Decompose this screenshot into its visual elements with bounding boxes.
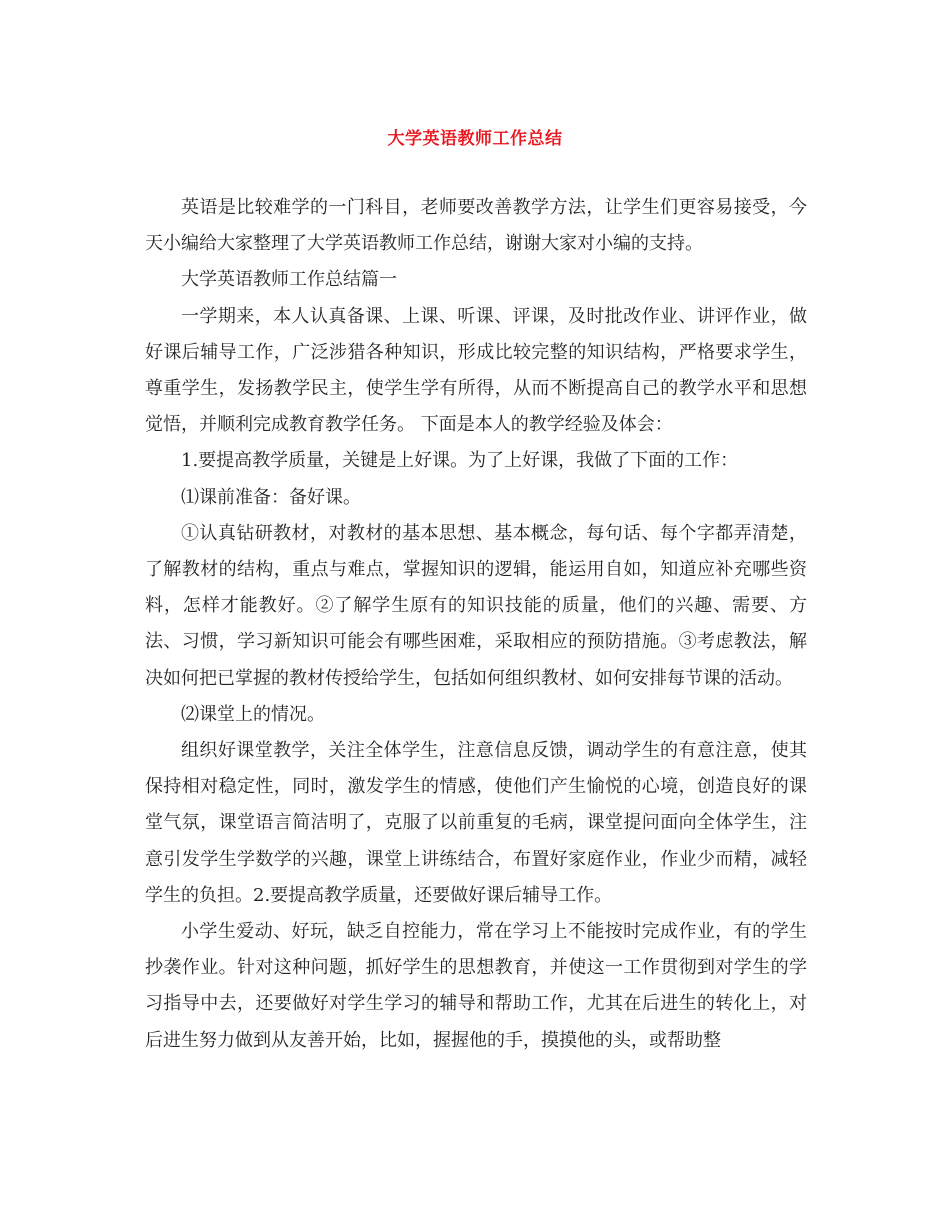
paragraph-section-heading: 大学英语教师工作总结篇一 (181, 269, 397, 291)
paragraph-intro: 英语是比较难学的一门科目，老师要改善教学方法，让学生们更容易接受，今天小编给大家整理了大学英语教师工作总结，谢谢大家对小编的支持。 (145, 197, 807, 255)
document-title: 大学英语教师工作总结 (387, 129, 563, 149)
paragraph-tutoring: 小学生爱动、好玩，缺乏自控能力，常在学习上不能按时完成作业，有的学生抄袭作业。针对这种问题，抓好学生的思想教育，并使这一工作贯彻到对学生的学习指导中去，还要做好对学生学习的辅导和帮助工作，尤其在后进生的转化上，对后进生努力做到从友善开始，比如，握握他的手，摸摸他的头，或帮助整 (145, 921, 807, 1051)
paragraph-summary: 一学期来，本人认真备课、上课、听课、评课，及时批改作业、讲评作业，做好课后辅导工作，广泛涉猎各种知识，形成比较完整的知识结构，严格要求学生，尊重学生，发扬教学民主，使学生学有所得，从而不断提高自己的教学水平和思想觉悟，并顺利完成教育教学任务。 下面是本人的教学经验及体会： (145, 305, 807, 436)
paragraph-subpoint-2: ⑵课堂上的情况。 (181, 703, 325, 725)
paragraph-subpoint-1: ⑴课前准备：备好课。 (181, 486, 361, 508)
document-body (145, 190, 807, 1059)
paragraph-preparation: ①认真钻研教材，对教材的基本思想、基本概念，每句话、每个字都弄清楚，了解教材的结构，重点与难点，掌握知识的逻辑，能运用自如，知道应补充哪些资料，怎样才能教好。②了解学生原有的知识技能的质量，他们的兴趣、需要、方法、习惯，学习新知识可能会有哪些困难，采取相应的预防措施。③考虑教法，解决如何把已掌握的教材传授给学生，包括如何组织教材、如何安排每节课的活动。 (145, 522, 807, 689)
paragraph-classroom: 组织好课堂教学，关注全体学生，注意信息反馈，调动学生的有意注意，使其保持相对稳定性，同时，激发学生的情感，使他们产生愉悦的心境，创造良好的课堂气氛，课堂语言简洁明了，克服了以前重复的毛病，课堂提问面向全体学生，注意引发学生学数学的兴趣，课堂上讲练结合，布置好家庭作业，作业少而精，减轻学生的负担。2.要提高教学质量，还要做好课后辅导工作。 (145, 740, 807, 906)
paragraph-point-1: 1.要提高教学质量，关键是上好课。为了上好课，我做了下面的工作： (181, 450, 739, 472)
